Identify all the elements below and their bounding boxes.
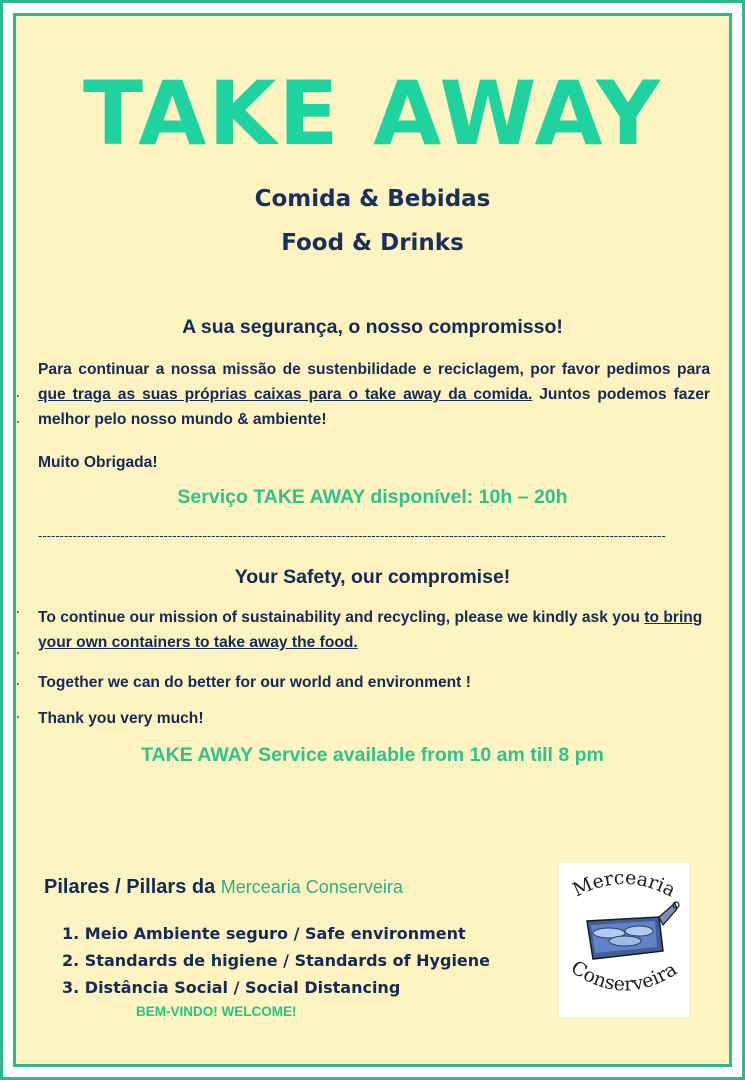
pillars-heading-text: Pilares / Pillars da <box>44 876 216 898</box>
sardine-can-icon <box>587 902 679 959</box>
en-service-hours: TAKE AWAY Service available from 10 am till 8 pm <box>141 744 604 766</box>
poster-title: TAKE AWAY <box>83 62 662 165</box>
margin-dot <box>17 395 19 397</box>
en-thanks: Thank you very much! <box>38 710 204 727</box>
welcome-text: BEM-VINDO! WELCOME! <box>136 1004 297 1019</box>
pt-paragraph-end: Juntos podemos fazer melhor pelo nosso mundo & ambiente! <box>38 386 710 428</box>
pillar-item: 1. Meio Ambiente seguro / Safe environment <box>62 924 466 943</box>
subtitle-pt: Comida & Bebidas <box>254 186 491 212</box>
subtitle-en: Food & Drinks <box>281 230 464 256</box>
en-heading: Your Safety, our compromise! <box>234 566 511 588</box>
en-paragraph <box>38 605 710 655</box>
logo-bottom-text: Conserveira <box>566 956 681 996</box>
margin-dot <box>17 652 19 654</box>
margin-dot <box>17 611 19 613</box>
pt-thanks: Muito Obrigada! <box>38 454 158 471</box>
pt-heading: A sua segurança, o nosso compromisso! <box>182 316 563 338</box>
pillars-brand: Mercearia Conserveira <box>220 877 403 897</box>
pt-paragraph-underlined: que traga as suas próprias caixas para o take away da comida. <box>38 386 533 403</box>
logo-top-text: Mercearia <box>569 866 680 902</box>
pt-paragraph <box>38 357 710 432</box>
pt-paragraph-start: Para continuar a nossa missão de sustenbilidade e reciclagem, por favor pedimos para <box>38 361 710 378</box>
margin-dot <box>17 716 19 718</box>
pillar-item: 3. Distância Social / Social Distancing <box>62 978 401 997</box>
brand-logo-graphic <box>559 863 689 1017</box>
en-paragraph-2: Together we can do better for our world and environment ! <box>38 674 471 691</box>
margin-dot <box>17 683 19 685</box>
pillars-heading <box>44 876 403 899</box>
en-paragraph-underlined: to bring your own containers to take away the food. <box>38 609 703 651</box>
en-paragraph-start: To continue our mission of sustainability and recycling, please we kindly ask you <box>38 609 645 626</box>
section-separator: ------------------------------------------------------------------------------------------------------------------------------------------------- <box>38 530 666 542</box>
brand-logo <box>559 863 689 1017</box>
pt-service-hours: Serviço TAKE AWAY disponível: 10h – 20h <box>177 486 568 508</box>
pillar-item: 2. Standards de higiene / Standards of Hygiene <box>62 951 491 970</box>
margin-dot <box>17 421 19 423</box>
